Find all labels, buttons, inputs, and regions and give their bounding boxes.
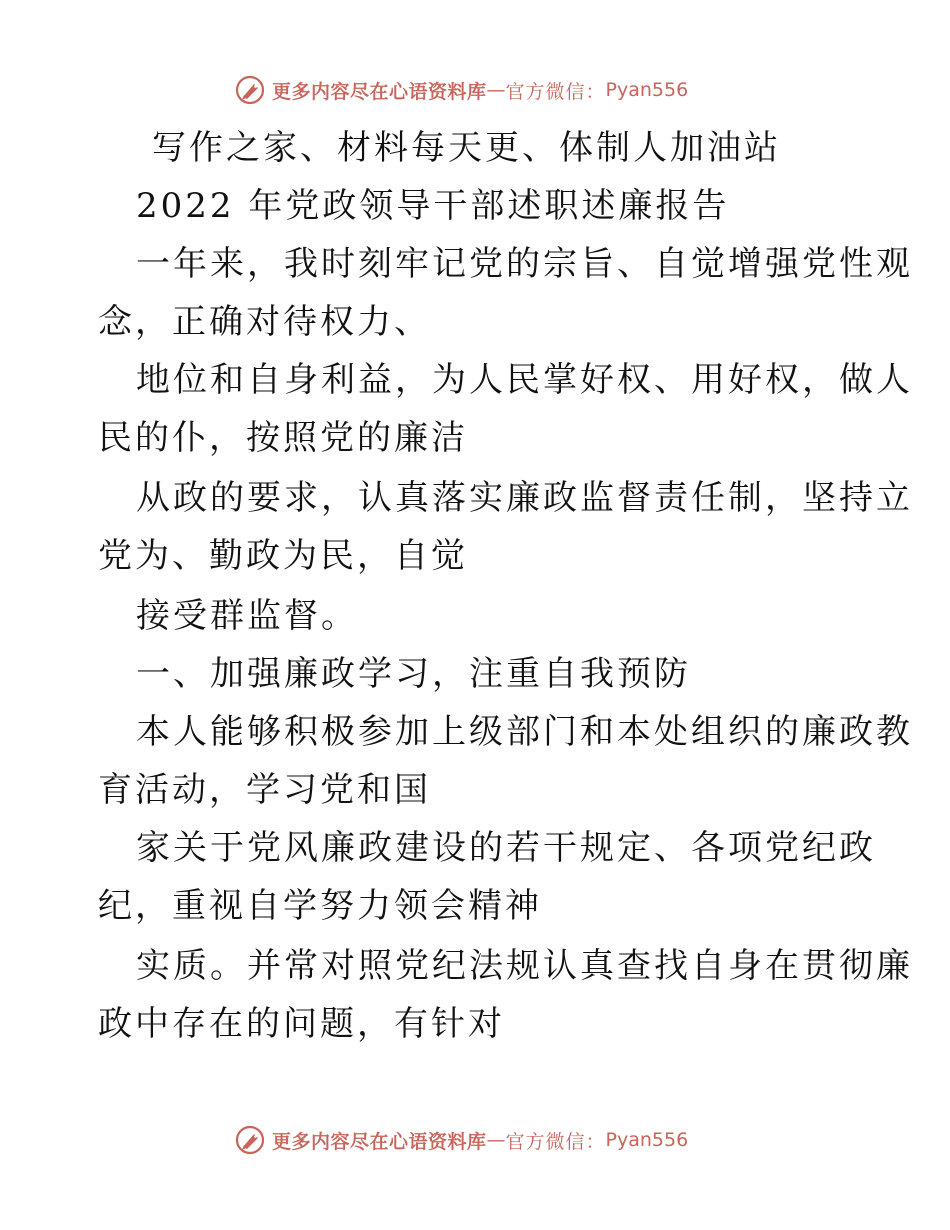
banner-text: 更多内容尽在心语资料库 (272, 1130, 487, 1153)
banner-separator: — (486, 79, 506, 101)
banner-wechat-label: 官方微信： (505, 80, 606, 103)
body-line: 家关于党风廉政建设的若干规定、各项党纪政 (136, 828, 876, 868)
pen-nib-logo-icon (234, 1124, 266, 1156)
body-line: 一年来，我时刻牢记党的宗旨、自觉增强党性观 (136, 244, 913, 284)
banner-wechat-id: Pyan556 (605, 79, 689, 101)
footer-banner (234, 1122, 754, 1158)
body-line: 接受群监督。 (136, 596, 358, 636)
document-title: 2022 年党政领导干部述职述廉报告 (136, 186, 730, 226)
body-line: 纪，重视自学努力领会精神 (98, 886, 542, 926)
header-banner (234, 72, 754, 108)
banner-wechat-id: Pyan556 (605, 1129, 689, 1151)
body-line: 党为、勤政为民，自觉 (98, 536, 468, 576)
body-line: 地位和自身利益，为人民掌好权、用好权，做人 (136, 360, 913, 400)
banner-wechat-label: 官方微信： (505, 1130, 606, 1153)
section-heading: 一、加强廉政学习，注重自我预防 (136, 654, 691, 694)
body-line: 政中存在的问题，有针对 (98, 1004, 505, 1044)
body-line: 实质。并常对照党纪法规认真查找自身在贯彻廉 (136, 946, 913, 986)
body-line: 民的仆，按照党的廉洁 (98, 418, 468, 458)
body-line: 从政的要求，认真落实廉政监督责任制，坚持立 (136, 478, 913, 518)
body-line: 本人能够积极参加上级部门和本处组织的廉政教 (136, 712, 913, 752)
banner-separator: — (486, 1129, 506, 1151)
pen-nib-logo-icon (234, 74, 266, 106)
document-header: 写作之家、材料每天更、体制人加油站 (152, 128, 781, 168)
banner-text: 更多内容尽在心语资料库 (272, 80, 487, 103)
body-line: 念，正确对待权力、 (98, 302, 431, 342)
body-line: 育活动，学习党和国 (98, 770, 431, 810)
